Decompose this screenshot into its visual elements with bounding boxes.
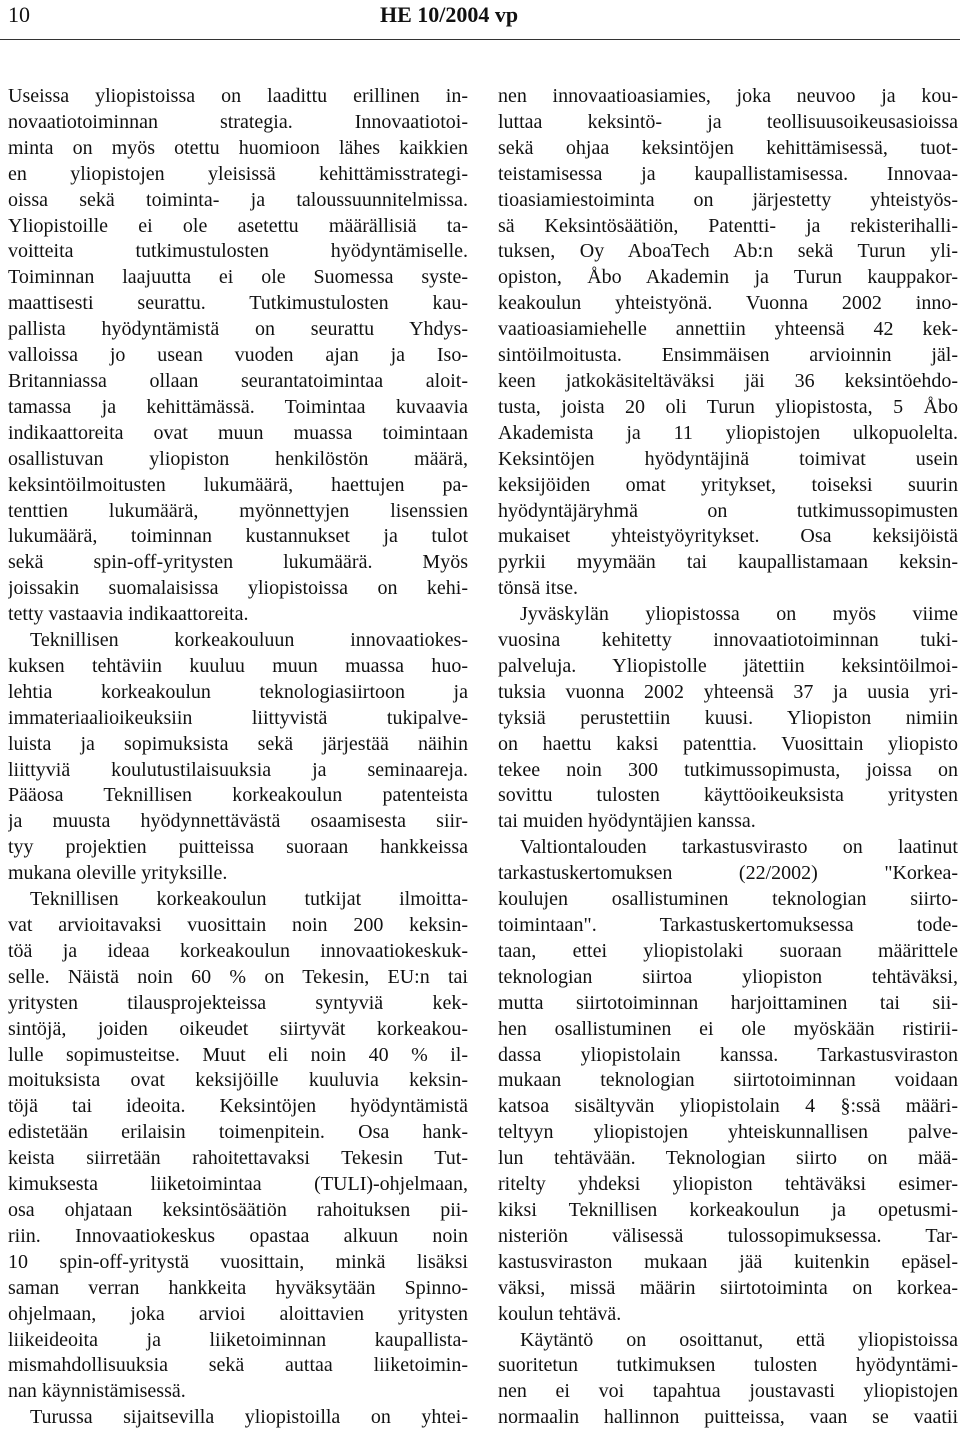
text-line: keen jatkokäsiteltäväksi jäi 36 keksintöehdo- (498, 369, 958, 392)
text-line: Pääosa Teknillisen korkeakoulun patenteista (8, 784, 468, 807)
text-line: taan, ettei yliopistolaki suoraan määrittele (498, 939, 958, 962)
document-id: HE 10/2004 vp (380, 2, 519, 27)
text-line: tyy projektien puitteissa suoraan hankkeissa (8, 836, 468, 859)
text-line: mukana oleville yrityksille. (8, 862, 228, 885)
text-line: palveluja. Yliopistolle jätettiin keksintöilmoi- (498, 654, 958, 677)
text-line: nen innovaatioasiamies, joka neuvoo ja kou- (498, 85, 958, 107)
text-line: vuosina kehitetty innovaatiotoiminnan tuki- (498, 629, 958, 652)
text-line: tekee noin 300 tutkimussopimusta, joissa on (498, 758, 958, 781)
text-line: tuksen, Oy AboaTech Ab:n sekä Turun yli- (498, 240, 958, 263)
text-line: töjä tai ideoita. Keksintöjen hyödyntämistä (8, 1095, 468, 1118)
text-line: lehtia korkeakoulun teknologiasiirtoon ja (8, 680, 468, 703)
text-line: luista ja sopimuksista sekä järjestää näihin (8, 732, 468, 755)
text-line: pyrkii myymään tai kaupallistamaan keksin- (498, 551, 958, 574)
text-line: joissakin suomalaisissa yliopistoissa on kehi- (8, 577, 468, 600)
page-number: 10 (8, 2, 30, 27)
text-line: osallistuvan yliopiston henkilöstön määrä, (8, 447, 468, 470)
text-line: novaatiotoiminnan strategia. Innovaatiotoi- (8, 110, 468, 133)
text-line: osa ohjataan keksintösäätiön rahoituksen pii- (8, 1198, 468, 1221)
text-line: ohjelmaan, joka arvioi aloittavien yritysten (8, 1302, 468, 1325)
text-line: hen osallistuminen ei ole myöskään ristirii- (498, 1017, 958, 1040)
text-line: tarkastuskertomuksen (22/2002) "Korkea- (498, 862, 958, 885)
text-line: Akademista ja 11 yliopistojen ulkopuolelta. (498, 421, 958, 444)
text-line: teknologian siirtoa yliopiston tehtäväksi, (498, 965, 958, 988)
text-line: maattisesti seurattu. Tutkimustulosten kau- (8, 292, 468, 315)
text-line: koulujen osallistuminen teknologian siirto- (498, 888, 958, 911)
text-line: kiksi Teknillisen korkeakoulun ja opetusmi- (498, 1198, 958, 1221)
text-line: edistetään erilaisin toimenpitein. Osa hank- (8, 1121, 468, 1144)
text-line: keksijöiden omat yritykset, toiseksi suurin (498, 473, 958, 496)
text-line: Turussa sijaitsevilla yliopistoilla on yhtei- (30, 1406, 468, 1429)
text-line: sekä spin-off-yritysten lukumäärä. Myös (8, 551, 468, 574)
text-line: koulun tehtävä. (498, 1302, 622, 1325)
text-line: luttaa keksintö- ja teollisuusoikeusasioissa (498, 110, 958, 133)
text-line: tioasiamiestoiminta on järjestetty yhteistyös- (498, 188, 958, 211)
text-line: riin. Innovaatiokeskus opastaa alkuun noin (8, 1224, 468, 1247)
text-line: pallista hyödyntämistä on seurattu Yhdys- (8, 318, 468, 341)
right-text-column (498, 84, 958, 1431)
text-line: lun tehtävään. Teknologian siirto on mää- (498, 1147, 958, 1170)
text-line: tetty vastaavia indikaattoreita. (8, 603, 249, 626)
text-line: opiston, Åbo Akademin ja Turun kauppakor- (498, 266, 958, 289)
text-line: Useissa yliopistoissa on laadittu erillinen in- (8, 85, 468, 107)
text-line: voitteita tutkimustulosten hyödyntämiselle. (8, 240, 468, 263)
text-line: hyödyntäjäryhmä on tutkimussopimusten (498, 499, 958, 522)
text-line: nan käynnistämisessä. (8, 1380, 186, 1403)
text-line: sintöjä, joiden oikeudet siirtyvät korkeakou- (8, 1017, 468, 1040)
text-line: keista siirretään rahoitettavaksi Tekesin Tut- (8, 1147, 468, 1170)
text-line: keksintöilmoitusten lukumäärä, haettujen pa- (8, 473, 468, 496)
text-line: minta on myös otettu huomioon lähes kaikkien (8, 136, 468, 159)
text-line: mukaan teknologian siirtotoiminnan voidaan (498, 1069, 958, 1092)
text-line: ja muusta hyödynnettävästä osaamisesta siir- (8, 810, 468, 833)
text-line: Käytäntö on osoittanut, että yliopistoissa (520, 1328, 958, 1351)
text-line: 10 spin-off-yritystä vuosittain, minkä lisäksi (8, 1250, 468, 1273)
text-line: katsoa sisältyvän yliopistolain 4 §:ssä määri- (498, 1095, 958, 1118)
text-line: kimuksesta liiketoimintaa (TULI)-ohjelmaan, (8, 1173, 468, 1196)
text-line: Toiminnan laajuutta ei ole Suomessa syste- (8, 266, 468, 289)
text-line: väksi, missä määrin siirtotoiminta on korkea- (498, 1276, 958, 1299)
text-line: saman verran hankkeita hyväksytään Spinno- (8, 1276, 468, 1299)
text-line: mukaiset yhteistyöyritykset. Osa keksijöistä (498, 525, 958, 548)
text-line: Keksintöjen hyödyntäjinä toimivat usein (498, 447, 958, 470)
text-line: Teknillisen korkeakouluun innovaatiokes- (30, 629, 468, 652)
text-line: tusta, joista 20 oli Turun yliopistosta, 5 Åbo (498, 395, 958, 418)
text-line: Yliopistoille ei ole asetettu määrällisiä ta- (8, 214, 468, 237)
header-rule (0, 39, 960, 40)
text-line: sintöilmoitusta. Ensimmäisen arvioinnin jäl- (498, 344, 958, 367)
text-line: valloissa jo usean vuoden ajan ja Iso- (8, 344, 468, 367)
text-line: töä ja ideaa korkeakoulun innovaatiokeskuk- (8, 939, 468, 962)
text-line: tyksiä perustettiin kuusi. Yliopiston nimiin (498, 706, 958, 729)
text-line: Valtiontalouden tarkastusvirasto on laatinut (520, 836, 958, 859)
text-line: Teknillisen korkeakoulun tutkijat ilmoitta- (30, 888, 468, 911)
text-line: tuksia vuonna 2002 yhteensä 37 ja uusia yri- (498, 680, 958, 703)
text-line: keakoulun yhteistyönä. Vuonna 2002 inno- (498, 292, 958, 315)
text-line: dassa yliopistolain kanssa. Tarkastusviraston (498, 1043, 958, 1066)
text-line: vaatioasiamiehelle annettiin yhteensä 42 kek- (498, 318, 958, 341)
text-line: yritysten tilausprojekteissa syntyviä kek- (8, 991, 468, 1014)
text-line: on haettu kaksi patenttia. Vuosittain yliopisto (498, 732, 958, 755)
text-line: normaalin hallinnon puitteissa, vaan se vaatii (498, 1406, 958, 1429)
text-line: selle. Näistä noin 60 % on Tekesin, EU:n tai (8, 965, 468, 988)
text-line: vat arvioitavaksi vuosittain noin 200 keksin- (8, 914, 468, 936)
text-line: sekä ohjaa keksintöjen kehittämisessä, tuot- (498, 136, 958, 159)
left-text-column (8, 84, 468, 1431)
text-line: oissa sekä toiminta- ja taloussuunnitelmissa. (8, 188, 468, 211)
text-line: teltyyn yliopistojen yhteiskunnallisen palve- (498, 1121, 958, 1144)
text-line: moituksista ovat keksijöille kuuluvia keksin- (8, 1069, 468, 1092)
text-line: Jyväskylän yliopistossa on myös viime (520, 603, 958, 626)
text-line: nisteriön välisessä tulossopimuksessa. Tar- (498, 1224, 958, 1247)
text-line: Britanniassa ollaan seurantatoimintaa aloit- (8, 369, 468, 392)
text-line: en yliopistojen yleisissä kehittämisstrategi- (8, 162, 468, 185)
text-line: immateriaalioikeuksiin liittyvistä tukipalve- (8, 706, 468, 729)
text-line: kuksen tehtäviin kuuluu muun muassa huo- (8, 654, 468, 677)
page-header (0, 0, 960, 44)
text-line: sovittu tulosten käyttöoikeuksista yritysten (498, 784, 958, 807)
text-line: mismahdollisuuksia sekä auttaa liiketoimin- (8, 1354, 468, 1377)
text-line: tamassa ja kehittämässä. Toimintaa kuvaavia (8, 395, 468, 418)
text-line: liikeideoita ja liiketoiminnan kaupallista- (8, 1328, 468, 1351)
text-line: kastusviraston mukaan jää kuitenkin epäsel- (498, 1250, 958, 1273)
text-line: toimintaan". Tarkastuskertomuksessa tode- (498, 914, 958, 936)
text-line: mutta siirtotoiminnan harjoittaminen tai sii- (498, 991, 958, 1014)
text-line: tenttien lukumäärä, myönnettyjen lisenssien (8, 499, 468, 522)
text-line: sä Keksintösäätiön, Patentti- ja rekisterihalli- (498, 214, 958, 237)
text-line: lulle sopimusteitse. Muut eli noin 40 % il- (8, 1043, 468, 1066)
text-line: ritelty yhdeksi yliopiston tehtäväksi esimer- (498, 1173, 958, 1196)
text-line: teistamisessa ja kaupallistamisessa. Innovaa- (498, 162, 958, 185)
text-line: tönsä itse. (498, 577, 578, 600)
text-line: nen ei voi tapahtua joustavasti yliopistojen (498, 1380, 958, 1403)
text-line: indikaattoreita ovat muun muassa toimintaan (8, 421, 468, 444)
text-line: tai muiden hyödyntäjien kanssa. (498, 810, 756, 833)
text-line: liittyviä koulutustilaisuuksia ja seminaareja. (8, 758, 468, 781)
text-line: suoritetun tutkimuksen tulosten hyödyntämi- (498, 1354, 958, 1377)
text-line: lukumäärä, toiminnan kustannukset ja tulot (8, 525, 468, 548)
